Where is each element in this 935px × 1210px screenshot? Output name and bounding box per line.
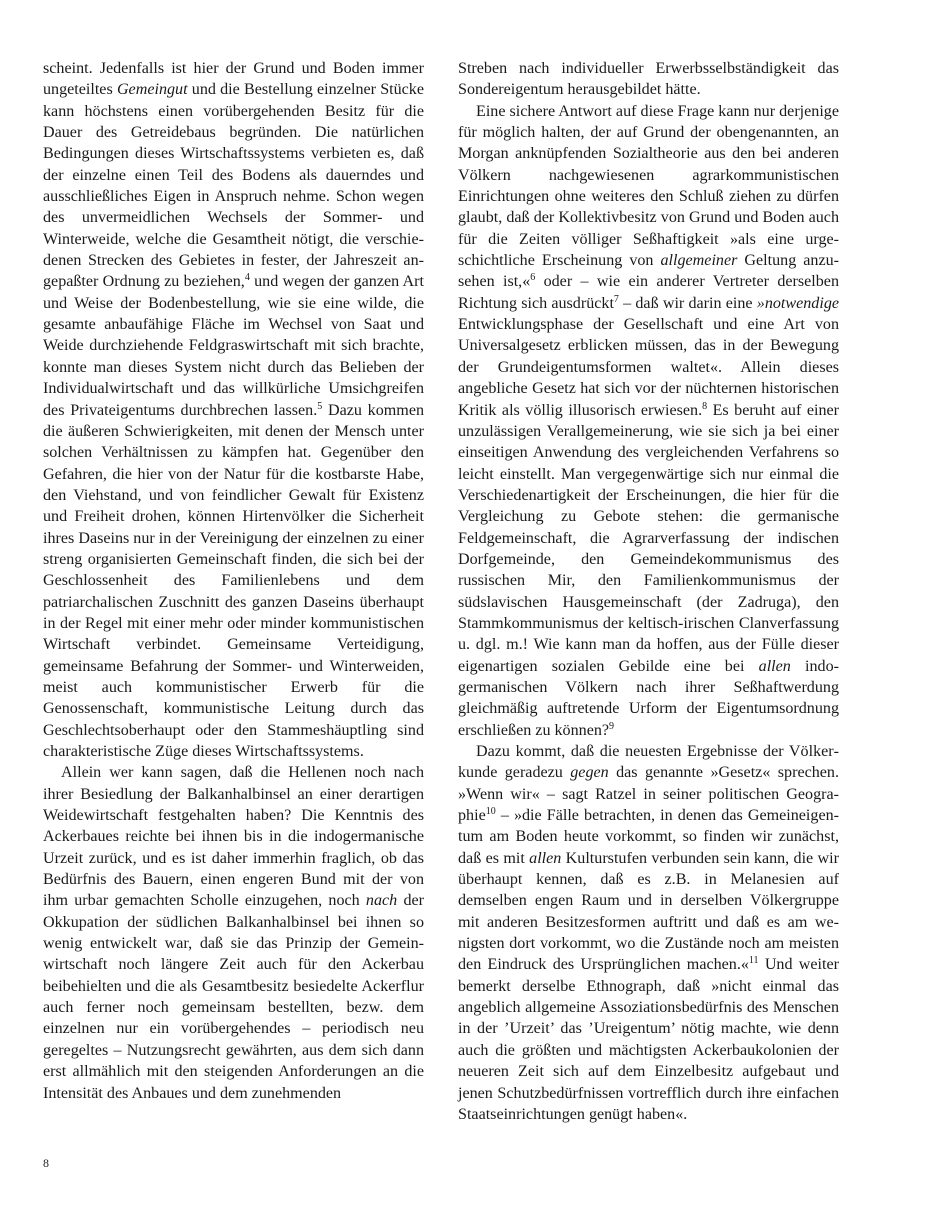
emphasis: nach bbox=[365, 892, 398, 910]
paragraph bbox=[43, 762, 424, 1104]
footnote-ref: 10 bbox=[485, 806, 496, 818]
text-run: scheint. Jedenfalls ist hier der Grund und Boden immer ungeteiltes bbox=[43, 60, 424, 99]
text-run: Dazu kommt, daß die neuesten Ergebnisse der Völkerkunde geradezu bbox=[458, 743, 839, 782]
text-run: Eine sichere Antwort auf diese Frage kann nur derjenige für möglich halten, der auf Grund der obengenannten, an Morgan anknüpfenden Sozialtheorie aus den bei anderen Völkern nachgewiesenen agrarkommunistischen Einrichtungen ohne weiteres den Schluß ziehen zu dürfen glaubt, daß der Kollektivbesitz von Grund und Boden auch für die Zeiten völliger Seßhaftigkeit »als eine urgeschichtliche Erscheinung von bbox=[458, 102, 839, 270]
footnote-ref: 9 bbox=[609, 720, 615, 732]
text-run: Dazu kommen die äußeren Schwierigkeiten, mit denen der Mensch unter solchen Verhältnissen zu kämpfen hat. Gegenüber den Gefahren, die hier von der Natur für die kostbarste Habe, den Viehstand, und von feindlicher Gewalt für Existenz und Freiheit drohen, können Hirtenvölker die Sicherheit ihres Daseins nur in der Vereinigung der einzelnen zu einer streng organisierten Gemeinschaft finden, die sich bei der Geschlossenheit des Familienlebens und dem patriarchalischen Zuschnitt des ganzen Daseins überhaupt in der Regel mit einer mehr oder minder kommunistischen Wirtschaft verbindet. Gemeinsame Verteidigung, gemeinsame Befahrung der Sommer- und Winterweiden, meist auch kommunistischer Erwerb für die Genossenschaft, kommunistische Leitung durch das Geschlechtsoberhaupt oder den Stammeshäuptling sind charakteristische Züge dieses Wirtschaftssystems. bbox=[43, 401, 425, 760]
emphasis: gegen bbox=[570, 764, 609, 782]
paragraph bbox=[458, 101, 839, 741]
left-column bbox=[43, 58, 424, 1104]
text-run: Es beruht auf einer unzulässigen Verallgemeinerung, wie sie sich ja bei einer einseitigen Anwendung des vergleichenden Verfahrens so leicht einstellt. Man vergegenwärtige sich nur einmal die Verschiedenartigkeit der Erscheinungen, die hier für die Vergleichung zu Gebote stehen: die germanische Feldgemeinschaft, die Agrarverfassung der indischen Dorfgemeinde, den Gemeindekommunismus des russischen Mir, den Familienkommunismus der südslavischen Hausgemeinschaft (der Zadruga), den Stammkommunismus der keltisch-irischen Clanverfassung u. dgl. m.! Wie kann man da hoffen, aus der Fülle dieser eigenartigen sozialen Gebilde eine bei bbox=[458, 401, 839, 675]
page-number: 8 bbox=[43, 1156, 49, 1170]
text-run: Streben nach individueller Erwerbsselbständigkeit das Sondereigentum herausgebildet hätte. bbox=[458, 60, 839, 99]
footnote-ref: 7 bbox=[613, 293, 619, 305]
paragraph bbox=[458, 58, 839, 101]
footnote-ref: 8 bbox=[702, 400, 708, 412]
text-run: Und weiter bemerkt derselbe Ethnograph, daß »nicht einmal das angeblich allgemeine Assoziationsbedürfnis des Menschen in der ’Urzeit’ das ’Ureigentum’ nötig machte, wie denn auch die größten und mächtigsten Ackerbaukolonien der neueren Zeit sich auf dem Einzelbesitz aufgebaut und jenen Schutzbedürfnissen vortrefflich durch ihre einfachen Staatseinrichtungen genügt haben«. bbox=[458, 956, 839, 1123]
emphasis: allgemeiner bbox=[660, 252, 738, 270]
text-run: Allein wer kann sagen, daß die Hellenen noch nach ihrer Besiedlung der Balkanhalbinsel an einer derartigen Weidewirtschaft festgehalten haben? Die Kenntnis des Ackerbaues reichte bei ihnen bis in die indogermanische Urzeit zurück, und es ist daher immerhin fraglich, ob das Bedürfnis des Bauern, einen engeren Bund mit der von ihm urbar gemachten Scholle einzugehen, noch bbox=[43, 764, 424, 910]
text-run: oder – wie ein anderer Vertreter derselben Richtung sich ausdrückt bbox=[458, 273, 839, 312]
emphasis: allen bbox=[529, 849, 562, 867]
footnote-ref: 11 bbox=[748, 955, 759, 967]
footnote-ref: 6 bbox=[530, 272, 536, 284]
text-run: Kulturstufen verbunden sein kann, die wir überhaupt kennen, daß es z.B. in Melanesien auf demselben engen Raum und in derselben Völkergruppe mit anderen Besitzesformen auftritt und daß es am wenigsten dort vorkommt, wo die Zustände noch am meisten den Eindruck des Ursprünglichen machen.« bbox=[458, 849, 839, 974]
text-run: der Okkupation der südlichen Balkanhalbinsel bei ihnen so wenig entwickelt war, daß sie das Prinzip der Gemeinwirtschaft noch längere Zeit auch für den Ackerbau beibehielten und die als Gesamtbesitz besiedelte Ackerflur auch ferner noch gemeinsam bestellten, bezw. dem einzelnen nur ein vorübergehendes – periodisch neu geregeltes – Nutzungsrecht gewährten, aus dem sich dann erst allmählich mit den steigenden Anforderungen an die Intensität des Anbaues und dem zunehmenden bbox=[43, 892, 424, 1102]
text-run: und die Bestellung einzelner Stücke kann höchstens einen vorübergehenden Besitz für die Dauer des Getreidebaus begründen. Die natürlichen Bedingungen dieses Wirtschaftssystems verbieten es, daß der einzelne einen Teil des Bodens als dauerndes und ausschließliches Eigen in Anspruch nehme. Schon wegen des unvermeidlichen Wechsels der Sommer- und Winterweide, welche die Gesamtheit nötigt, die verschiedenen Strecken des Gebietes in fester, der Jahreszeit angepaßter Ordnung zu beziehen, bbox=[43, 81, 425, 291]
emphasis: allen bbox=[758, 657, 791, 675]
footnote-ref: 4 bbox=[244, 272, 250, 284]
emphasis: »notwendige bbox=[756, 294, 840, 312]
footnote-ref: 5 bbox=[317, 400, 323, 412]
text-run: indogermanischen Völkern nach ihrer Seßhaftwerdung gleichmäßig auftretende Urform der Eigentumsordnung erschließen zu können? bbox=[458, 657, 839, 739]
text-run: das genannte »Gesetz« sprechen. »Wenn wir« – sagt Ratzel in seiner politischen Geographie bbox=[458, 764, 840, 825]
text-run: Geltung anzusehen ist,« bbox=[458, 252, 839, 291]
text-run: und wegen der ganzen Art und Weise der Bodenbestellung, wie sie eine wilde, die gesamte anbaufähige Fläche im Wechsel von Saat und Weide durchziehende Feldgraswirtschaft mit sich brachte, konnte man dieses System nicht durch das Belieben der Individualwirtschaft und das willkürliche Umsichgreifen des Privateigentums durchbrechen lassen. bbox=[43, 273, 424, 419]
paragraph bbox=[458, 741, 839, 1125]
text-run: Entwicklungsphase der Gesellschaft und eine Art von Universalgesetz erblicken müssen, das in der Bewegung der Grundeigentumsformen waltet«. Allein dieses angebliche Gesetz hat sich vor der nüchternen historischen Kritik als völlig illusorisch erwiesen. bbox=[458, 316, 839, 419]
text-run: – »die Fälle betrachten, in denen das Gemeineigentum am Boden heute vorkommt, so finden wir zunächst, daß es mit bbox=[458, 807, 839, 867]
paragraph bbox=[43, 58, 424, 762]
right-column bbox=[458, 58, 839, 1125]
text-run: – daß wir darin eine bbox=[618, 294, 757, 312]
emphasis: Gemeingut bbox=[116, 81, 188, 99]
